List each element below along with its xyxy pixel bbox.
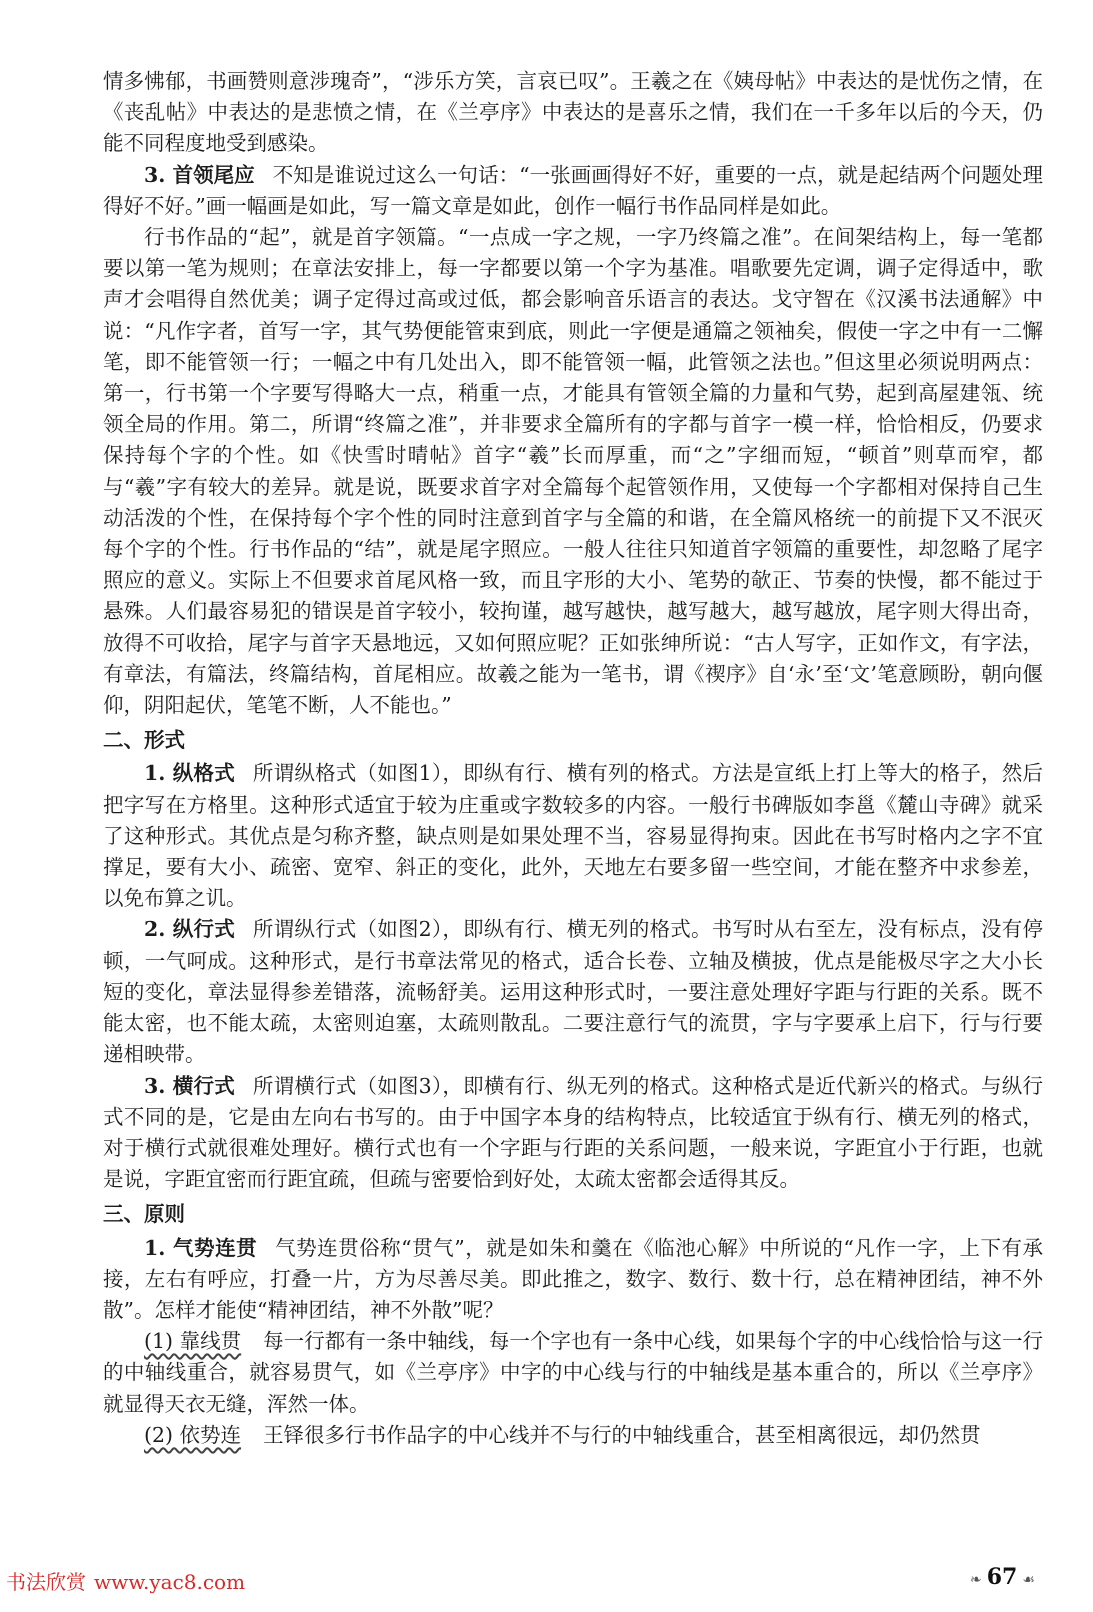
ornament-right-icon: ☙ (1022, 1572, 1035, 1588)
paragraph-text: 所谓横行式（如图3），即横有行、纵无列的格式。这种格式是近代新兴的格式。与纵行式不同的是，它是由左向右书写的。由于中国字本身的结构特点，比较适宜于纵有行、横无列的格式，对于横行式就很难处理好。横行式也有一个字距与行距的关系问题，一般来说，字距宜小于行距，也就是说，字距宜密而行距宜疏，但疏与密要恰到好处，太疏太密都会适得其反。 (103, 1073, 1043, 1192)
section-heading-principle: 三、原则 (103, 1202, 185, 1227)
subheading-momentum: 1. 气势连贯 (144, 1235, 258, 1260)
subheading-axis-line: (1) 靠线贯 (144, 1329, 242, 1354)
paragraph-text: 每一行都有一条中轴线，每一个字也有一条中心线，如果每个字的中心线恰恰与这一行的中轴线重合，就容易贯气，如《兰亭序》中字的中心线与行的中轴线是基本重合的，所以《兰亭序》就显得天衣无缝，浑然一体。 (103, 1329, 1043, 1416)
subheading-head-tail: 3. 首领尾应 (144, 162, 255, 187)
site-name: 书法欣赏 (6, 1570, 86, 1594)
paragraph-text: 所谓纵格式（如图1），即纵有行、横有列的格式。方法是宣纸上打上等大的格子，然后把字写在方格里。这种形式适宜于较为庄重或字数较多的内容。一般行书碑版如李邕《麓山寺碑》就采了这种形式。其优点是匀称齐整，缺点则是如果处理不当，容易显得拘束。因此在书写时格内之字不宜撑足，要有大小、疏密、宽窄、斜正的变化，此外，天地左右要多留一些空间，才能在整齐中求参差，以免布算之讥。 (103, 761, 1043, 911)
paragraph-text: 不知是谁说过这么一句话：“一张画画得好不好，重要的一点，就是起结两个问题处理得好不好。”画一幅画是如此，写一篇文章是如此，创作一幅行书作品同样是如此。 (103, 162, 1043, 218)
paragraph-column-format (103, 914, 1043, 1070)
subheading-row-format: 3. 横行式 (144, 1073, 235, 1098)
subheading-column-format: 2. 纵行式 (144, 917, 235, 942)
section-heading-form: 二、形式 (103, 728, 185, 753)
paragraph-row-format (103, 1071, 1043, 1196)
page-body (103, 66, 1043, 1451)
subheading-follow-momentum: (2) 依势连 (144, 1422, 242, 1447)
site-watermark (6, 1566, 245, 1595)
paragraph-first-last-char: 行书作品的“起”，就是首字领篇。“一点成一字之规，一字乃终篇之准”。在间架结构上，每一笔都要以第一笔为规则；在章法安排上，每一字都要以第一个字为基准。唱歌要先定调，调子定得适中，歌声才会唱得自然优美；调子定得过高或过低，都会影响音乐语言的表达。戈守智在《汉溪书法通解》中说：“凡作字者，首写一字，其气势便能管束到底，则此一字便是通篇之领袖矣，假使一字之中有一二懈笔，即不能管领一行；一幅之中有几处出入，即不能管领一幅，此管领之法也。”但这里必须说明两点：第一，行书第一个字要写得略大一点，稍重一点，才能具有管领全篇的力量和气势，起到高屋建瓴、统领全局的作用。第二，所谓“终篇之准”，并非要求全篇所有的字都与首字一模一样，恰恰相反，仍要求保持每个字的个性。如《快雪时晴帖》首字“羲”长而厚重，而“之”字细而短，“顿首”则草而窄，都与“羲”字有较大的差异。就是说，既要求首字对全篇每个起管领作用，又使每一个字都相对保持自己生动活泼的个性，在保持每个字个性的同时注意到首字与全篇的和谐，在全篇风格统一的前提下又不泯灭每个字的个性。行书作品的“结”，就是尾字照应。一般人往往只知道首字领篇的重要性，却忽略了尾字照应的意义。实际上不但要求首尾风格一致，而且字形的大小、笔势的欹正、节奏的快慢，都不能过于悬殊。人们最容易犯的错误是首字较小，较拘谨，越写越快，越写越大，越写越放，尾字则大得出奇，放得不可收拾，尾字与首字天悬地远，又如何照应呢？正如张绅所说：“古人写字，正如作文，有字法，有章法，有篇法，终篇结构，首尾相应。故羲之能为一笔书，谓《禊序》自‘永’至‘文’笔意顾盼，朝向偃仰，阴阳起伏，笔笔不断，人不能也。” (103, 225, 1043, 718)
paragraph-text: 王铎很多行书作品字的中心线并不与行的中轴线重合，甚至相离很远，却仍然贯 (263, 1422, 981, 1447)
page-number-area (965, 1564, 1040, 1590)
page-number: 67 (986, 1564, 1018, 1590)
paragraph-grid-format (103, 758, 1043, 914)
site-url: www.yac8.com (94, 1570, 246, 1594)
subheading-grid-format: 1. 纵格式 (144, 761, 235, 786)
ornament-left-icon: ❧ (970, 1572, 982, 1588)
paragraph-axis-line (103, 1326, 1043, 1420)
paragraph-intro: 情多怫郁，书画赞则意涉瑰奇”，“涉乐方笑，言哀已叹”。王羲之在《姨母帖》中表达的是忧伤之情，在《丧乱帖》中表达的是悲愤之情，在《兰亭序》中表达的是喜乐之情，我们在一千多年以后的今天，仍能不同程度地受到感染。 (103, 69, 1043, 156)
paragraph-momentum (103, 1233, 1043, 1327)
paragraph-text: 所谓纵行式（如图2），即纵有行、横无列的格式。书写时从右至左，没有标点，没有停顿，一气呵成。这种形式，是行书章法常见的格式，适合长卷、立轴及横披，优点是能极尽字之大小长短的变化，章法显得参差错落，流畅舒美。运用这种形式时，一要注意处理好字距与行距的关系。既不能太密，也不能太疏，太密则迫塞，太疏则散乱。二要注意行气的流贯，字与字要承上启下，行与行要递相映带。 (103, 917, 1043, 1067)
paragraph-head-tail (103, 160, 1043, 222)
paragraph-follow-momentum (103, 1420, 1043, 1451)
paragraph-text: 气势连贯俗称“贯气”，就是如朱和羹在《临池心解》中所说的“凡作一字，上下有承接，左右有呼应，打叠一片，方为尽善尽美。即此推之，数字、数行、数十行，总在精神团结，神不外散”。怎样才能使“精神团结，神不外散”呢？ (103, 1235, 1043, 1322)
